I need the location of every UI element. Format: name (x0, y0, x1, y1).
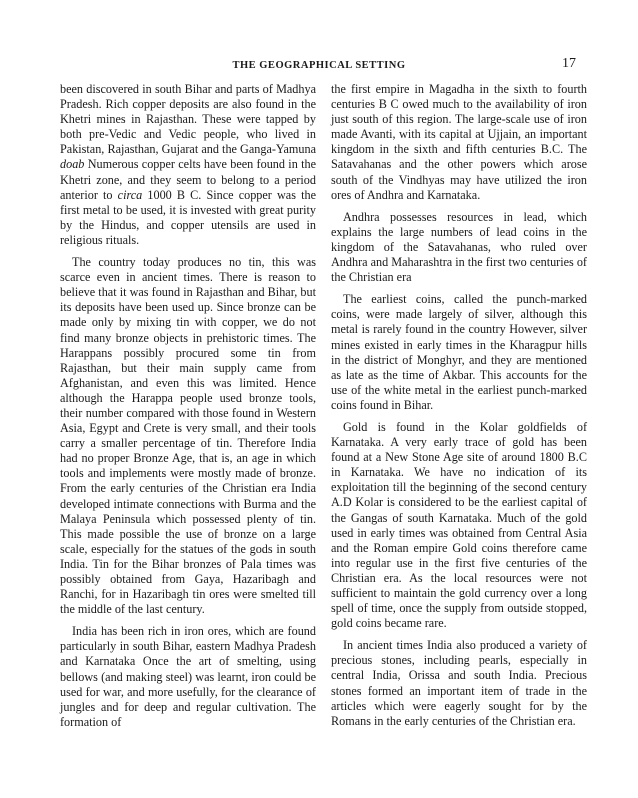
italic-circa: circa (117, 187, 143, 202)
right-column (331, 82, 587, 736)
paragraph-iron: India has been rich in iron ores, which are found particularly in south Bihar, eastern Madhya Pradesh and Karnataka Once the art of smelting, using bellows (and making steel) was learnt, iron could be used for war, and more usefully, for the clearance of jungles and for deep and regular cultivation. The formation of (60, 624, 316, 729)
paragraph-silver: The earliest coins, called the punch-marked coins, were made largely of silver, although this metal is rarely found in the country However, silver mines existed in early times in the Kharagpur hills in the district of Monghyr, and they are mentioned as late as the time of Akbar. This accounts for the use of the white metal in the earliest punch-marked coins found in Bihar. (331, 292, 587, 412)
paragraph-iron-continued: the first empire in Magadha in the sixth to fourth centuries B C owed much to the availability of iron just south of this region. The large-scale use of iron made Avanti, with its capital at Ujjain, an important kingdom in the sixth and fifth centuries B.C. The Satavahanas and the other powers which arose south of the Vindhyas may have utilized the iron ores of Andhra and Karnataka. (331, 82, 587, 202)
italic-doab: doab (60, 157, 85, 172)
paragraph-gold: Gold is found in the Kolar goldfields of Karnataka. A very early trace of gold has been found at a New Stone Age site of around 1800 B.C in Karnataka. We have no indication of its exploitation till the beginning of the second century A.D Kolar is considered to be the earliest capital of the Gangas of south Karnataka. Much of the gold used in early times was obtained from Central Asia and the Roman empire Gold coins therefore came into regular use in the first five centuries of the Christian era. As the local resources were not sufficient to maintain the gold currency over a long spell of time, once the supply from outside stopped, gold coins became rare. (331, 419, 587, 631)
paragraph-lead: Andhra possesses resources in lead, which explains the large numbers of lead coins in the kingdom of the Satavahanas, who ruled over Andhra and Maharashtra in the first two centuries of the Christian era (331, 209, 587, 285)
paragraph-copper: been discovered in south Bihar and parts of Madhya Pradesh. Rich copper deposits are also found in the Khetri mines in Rajasthan. These were tapped by both pre-Vedic and Vedic people, who lived in Pakistan, Rajasthan, Gujarat and the Ganga-Yamuna doab Numerous copper celts have been found in the Khetri zone, and they seem to belong to a period anterior to circa 1000 B C. Since copper was the first metal to be used, it is invested with great purity by the Hindus, and copper utensils are used in religious rituals. (60, 82, 316, 247)
paragraph-precious-stones: In ancient times India also produced a variety of precious stones, including pearls, especially in central India, Orissa and south India. Precious stones formed an important item of trade in the articles which were eagerly sought for by the Romans in the early centuries of the Christian era. (331, 638, 587, 728)
left-column (60, 82, 316, 737)
running-header: THE GEOGRAPHICAL SETTING (232, 60, 406, 71)
paragraph-tin: The country today produces no tin, this was scarce even in ancient times. There is reason to believe that it was found in Rajasthan and Bihar, but its deposits have been used up. Since bronze can be made only by mixing tin with copper, we do not find many bronze objects in prehistoric times. The Harappans possibly procured some tin from Rajasthan, but their main supply came from Afghanistan, and even this was limited. Hence although the Harappa people used bronze tools, their number compared with those found in Western Asia, Egypt and Crete is very small, and their tools carry a smaller percentage of tin. Therefore India had no proper Bronze Age, that is, an age in which tools and implements were mostly made of bronze. From the early centuries of the Christian era India developed intimate connections with Burma and the Malaya Peninsula which possessed plenty of tin. This made possible the use of bronze on a large scale, especially for the statues of the gods in south India. Tin for the Bihar bronzes of Pala times was possibly obtained from Gaya, Hazaribagh and Ranchi, for in Hazaribagh tin ores were smelted till the middle of the last century. (60, 255, 316, 617)
page-number: 17 (562, 56, 576, 71)
